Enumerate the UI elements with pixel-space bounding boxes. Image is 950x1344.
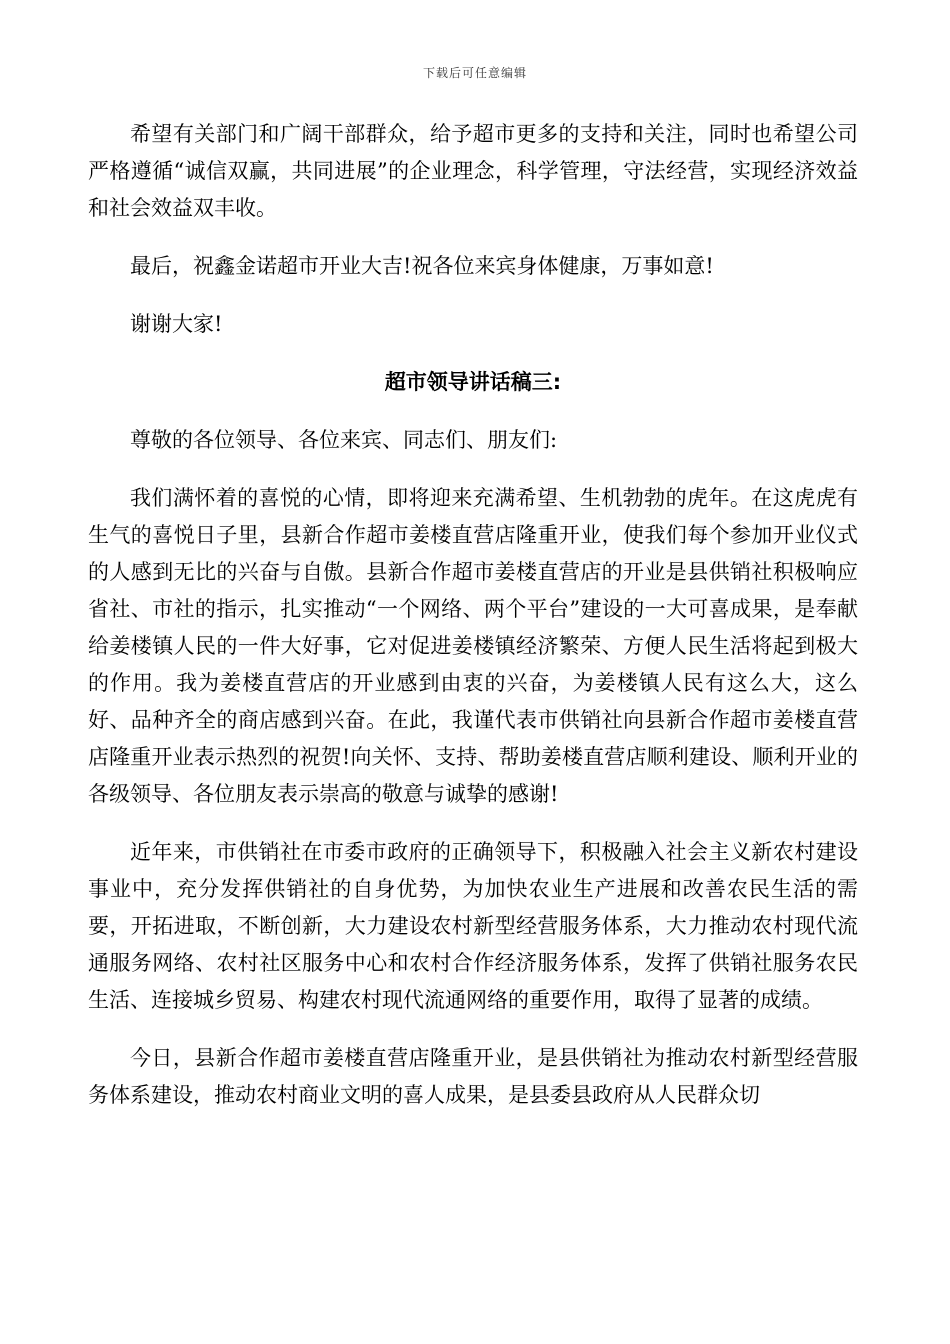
paragraph-thanks: 谢谢大家! xyxy=(130,312,223,336)
paragraph-achievements: 近年来，市供销社在市委市政府的正确领导下，积极融入社会主义新农村建设事业中，充分发挥供销社的自身优势，为加快农业生产进展和改善农民生活的需要，开拓进取，不断创新，大力建设农村新型经营服务体系，大力推动农村现代流通服务网络、农村社区服务中心和农村合作经济服务体系，发挥了供销社服务农民生活、连接城乡贸易、构建农村现代流通网络的重要作用，取得了显著的成绩。 xyxy=(88,840,858,1012)
paragraph-support: 希望有关部门和广阔干部群众，给予超市更多的支持和关注，同时也希望公司严格遵循“诚信双赢，共同进展”的企业理念，科学管理，守法经营，实现经济效益和社会效益双丰收。 xyxy=(88,122,858,220)
document-body xyxy=(88,116,858,1114)
section-title: 超市领导讲话稿三: xyxy=(384,370,562,394)
paragraph-wishes: 最后，祝鑫金诺超市开业大吉!祝各位来宾身体健康，万事如意! xyxy=(130,254,714,278)
paragraph-opening: 我们满怀着的喜悦的心情，即将迎来充满希望、生机勃勃的虎年。在这虎虎有生气的喜悦日子里，县新合作超市姜楼直营店隆重开业，使我们每个参加开业仪式的人感到无比的兴奋与自傲。县新合作超市姜楼直营店的开业是县供销社积极响应省社、市社的指示，扎实推动“一个网络、两个平台”建设的一大可喜成果，是奉献给姜楼镇人民的一件大好事，它对促进姜楼镇经济繁荣、方便人民生活将起到极大的作用。我为姜楼直营店的开业感到由衷的兴奋，为姜楼镇人民有这么大，这么好、品种齐全的商店感到兴奋。在此，我谨代表市供销社向县新合作超市姜楼直营店隆重开业表示热烈的祝贺!向关怀、支持、帮助姜楼直营店顺利建设、顺利开业的各级领导、各位朋友表示崇高的敬意与诚挚的感谢! xyxy=(88,486,858,806)
paragraph-today: 今日，县新合作超市姜楼直营店隆重开业，是县供销社为推动农村新型经营服务体系建设，推动农村商业文明的喜人成果，是县委县政府从人民群众切 xyxy=(88,1046,858,1107)
paragraph-greeting: 尊敬的各位领导、各位来宾、同志们、朋友们: xyxy=(130,428,558,452)
page-header-note: 下载后可任意编辑 xyxy=(422,66,527,80)
